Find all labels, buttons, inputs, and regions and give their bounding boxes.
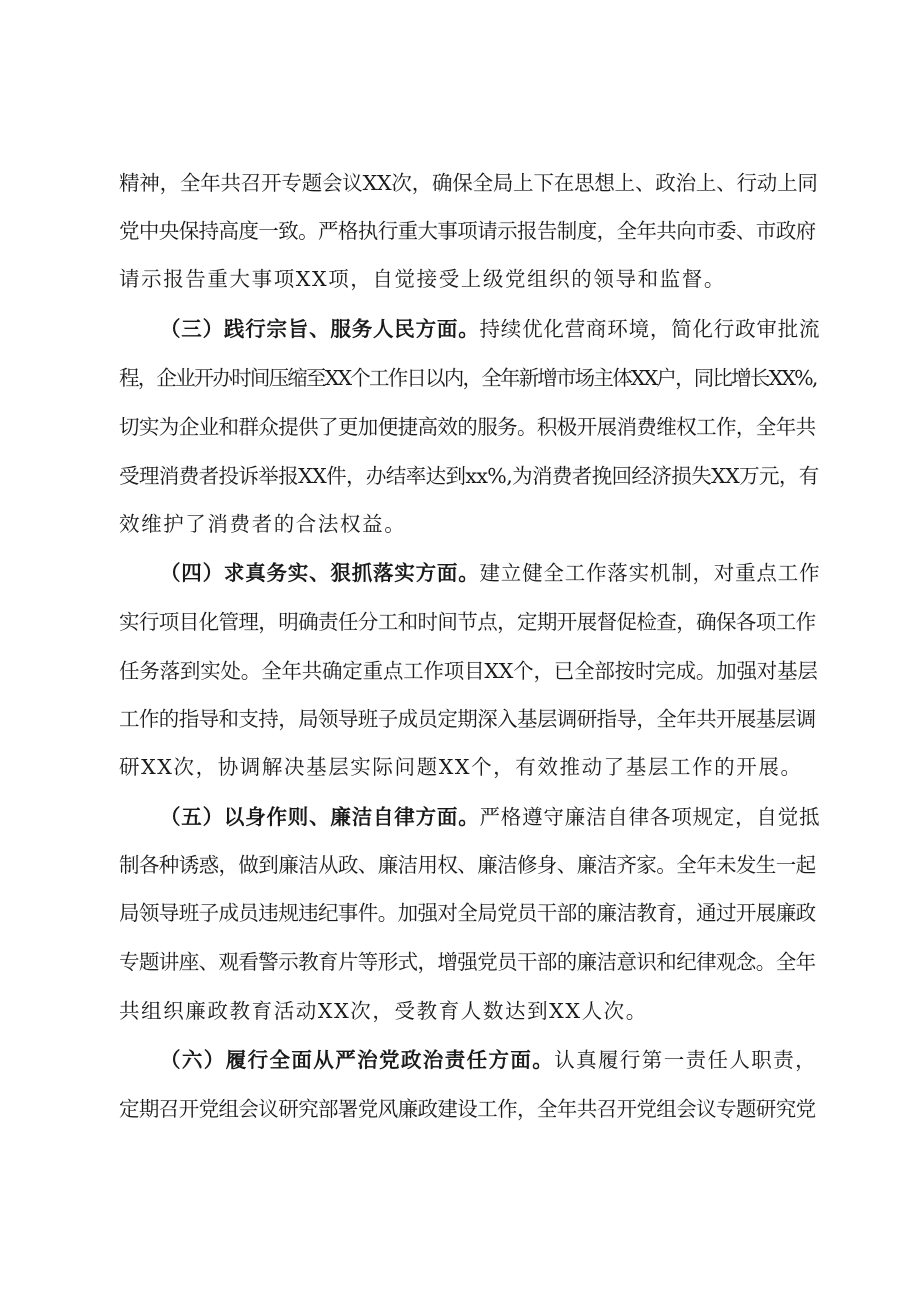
paragraph-line: 共组织廉政教育活动XX次，受教育人数达到XX人次。 (119, 999, 648, 1023)
section-heading: （三）践行宗旨、服务人民方面。 (160, 317, 480, 341)
paragraph-line: 实行项目化管理，明确责任分工和时间节点，定期开展督促检查，确保各项工作 (119, 610, 816, 634)
paragraph-line: 局领导班子成员违规违纪事件。加强对全局党员干部的廉洁教育，通过开展廉政 (119, 901, 816, 925)
paragraph-text: 严格遵守廉洁自律各项规定，自觉抵 (479, 805, 821, 829)
paragraph-line: 任务落到实处。全年共确定重点工作项目XX个，已全部按时完成。加强对基层 (119, 659, 818, 683)
paragraph-line: 定期召开党组会议研究部署党风廉政建设工作，全年共召开党组会议专题研究党 (119, 1097, 816, 1121)
section-heading: （四）求真务实、狠抓落实方面。 (160, 561, 480, 585)
paragraph-line: 精神，全年共召开专题会议XX次，确保全局上下在思想上、政治上、行动上同 (119, 171, 818, 195)
paragraph-line: 请示报告重大事项XX项，自觉接受上级党组织的领导和监督。 (119, 267, 726, 291)
section-6-first-line (160, 1048, 817, 1072)
section-4-first-line (160, 561, 820, 585)
paragraph-line: 程，企业开办时间压缩至XX个工作日以内，全年新增市场主体XX户，同比增长XX%, (119, 366, 817, 390)
paragraph-line: 制各种诱惑，做到廉洁从政、廉洁用权、廉洁修身、廉洁齐家。全年未发生一起 (119, 853, 816, 877)
paragraph-text: 认真履行第一责任人职责， (554, 1048, 818, 1072)
section-heading: （六）履行全面从严治党政治责任方面。 (160, 1048, 555, 1072)
section-3-first-line (160, 317, 820, 341)
section-5-first-line (160, 805, 820, 829)
paragraph-line: 党中央保持高度一致。严格执行重大事项请示报告制度，全年共向市委、市政府 (119, 219, 816, 243)
paragraph-line: 工作的指导和支持，局领导班子成员定期深入基层调研指导，全年共开展基层调 (119, 707, 816, 731)
paragraph-line: 专题讲座、观看警示教育片等形式，增强党员干部的廉洁意识和纪律观念。全年 (119, 950, 816, 974)
paragraph-line: 效维护了消费者的合法权益。 (119, 512, 407, 536)
paragraph-line: 受理消费者投诉举报XX件，办结率达到xx%,为消费者挽回经济损失XX万元，有 (119, 464, 819, 488)
paragraph-line: 切实为企业和群众提供了更加便捷高效的服务。积极开展消费维权工作，全年共 (119, 415, 816, 439)
section-heading: （五）以身作则、廉洁自律方面。 (160, 805, 480, 829)
paragraph-line: 研XX次，协调解决基层实际问题XX个，有效推动了基层工作的开展。 (119, 755, 803, 779)
paragraph-text: 持续优化营商环境，简化行政审批流 (479, 317, 821, 341)
paragraph-text: 建立健全工作落实机制，对重点工作 (479, 561, 821, 585)
